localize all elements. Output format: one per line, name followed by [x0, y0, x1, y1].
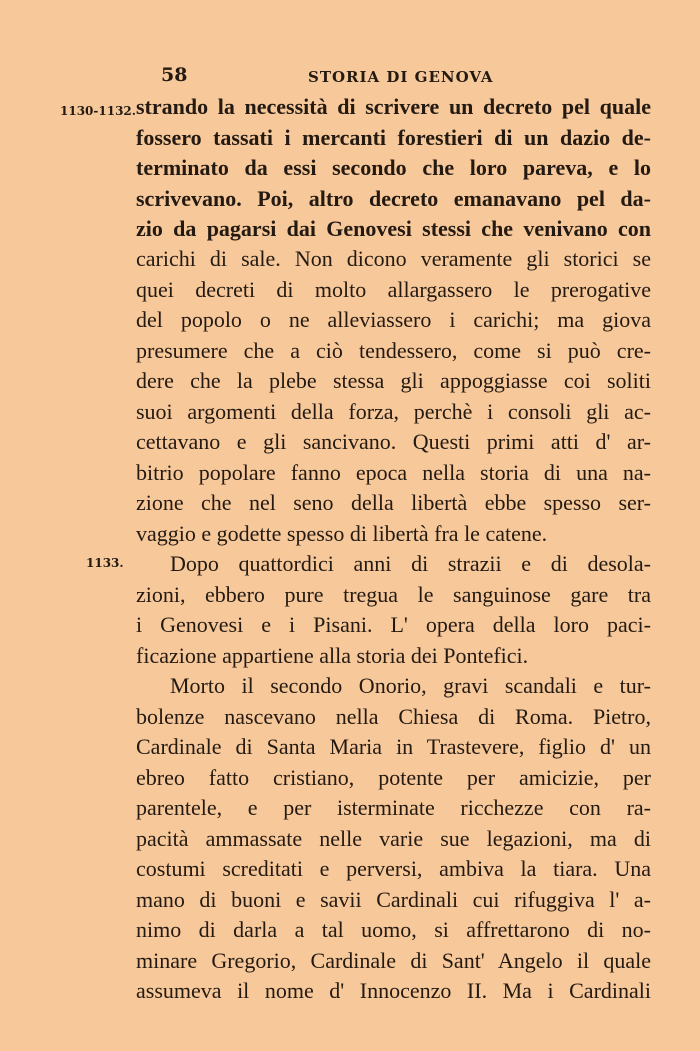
running-title: STORIA DI GENOVA [308, 68, 494, 86]
text-line: nimo di darla a tal uomo, si affrettarono di no- [136, 917, 651, 942]
paragraph-2 [136, 549, 651, 671]
text-line: i Genovesi e i Pisani. L' opera della loro paci- [136, 612, 651, 637]
paragraph-1-continued [136, 244, 651, 549]
text-line: carichi di sale. Non dicono veramente gli storici se [136, 246, 651, 271]
text-line: del popolo o ne alleviassero i carichi; ma giova [136, 307, 651, 332]
margin-years-1130-1132: 1130-1132. [60, 104, 136, 118]
text-line: costumi screditati e perversi, ambiva la tiara. Una [136, 856, 651, 881]
text-line: vaggio e godette spesso di libertà fra le catene. [136, 520, 548, 546]
text-line: fossero tassati i mercanti forestieri di un dazio de- [136, 124, 651, 150]
text-line: Morto il secondo Onorio, gravi scandali e tur- [170, 673, 651, 698]
text-line: pacità ammassate nelle varie sue legazioni, ma di [136, 825, 651, 851]
text-line: terminato da essi secondo che loro pareva, e lo [136, 155, 651, 180]
text-line: minare Gregorio, Cardinale di Sant' Angelo il quale [136, 947, 651, 973]
text-line: suoi argomenti della forza, perchè i consoli gli ac- [136, 398, 651, 424]
text-line: zioni, ebbero pure tregua le sanguinose gare tra [136, 581, 651, 607]
text-line: zio da pagarsi dai Genovesi stessi che venivano con [136, 216, 651, 241]
text-line: quei decreti di molto allargassero le prerogative [136, 276, 651, 302]
text-line: dere che la plebe stessa gli appoggiasse coi soliti [136, 368, 651, 393]
text-line: scrivevano. Poi, altro decreto emanavano pel da- [136, 185, 651, 211]
page-number: 58 [161, 64, 188, 86]
text-line: cettavano e gli sancivano. Questi primi atti d' ar- [136, 429, 651, 454]
paragraph-1-bold-section [136, 92, 651, 245]
text-line: bolenze nascevano nella Chiesa di Roma. Pietro, [136, 703, 651, 729]
text-line: Dopo quattordici anni di strazii e di desola- [170, 551, 651, 576]
text-line: ficazione appartiene alla storia dei Pontefici. [136, 642, 529, 668]
text-line: presumere che a ciò tendessero, come si può cre- [136, 337, 651, 363]
margin-year-1133: 1133. [86, 556, 124, 570]
text-line: assumeva il nome d' Innocenzo II. Ma i Cardinali [136, 978, 651, 1003]
text-line: parentele, e per isterminate ricchezze con ra- [136, 795, 651, 820]
text-line: bitrio popolare fanno epoca nella storia di una na- [136, 459, 651, 485]
text-line: zione che nel seno della libertà ebbe spesso ser- [136, 490, 651, 515]
text-line: Cardinale di Santa Maria in Trastevere, figlio d' un [136, 734, 651, 759]
paragraph-3 [136, 671, 651, 1007]
text-line: mano di buoni e savii Cardinali cui rifuggiva l' a- [136, 886, 651, 912]
text-line: strando la necessità di scrivere un decreto pel quale [136, 94, 651, 119]
text-line: ebreo fatto cristiano, potente per amicizie, per [136, 764, 651, 790]
